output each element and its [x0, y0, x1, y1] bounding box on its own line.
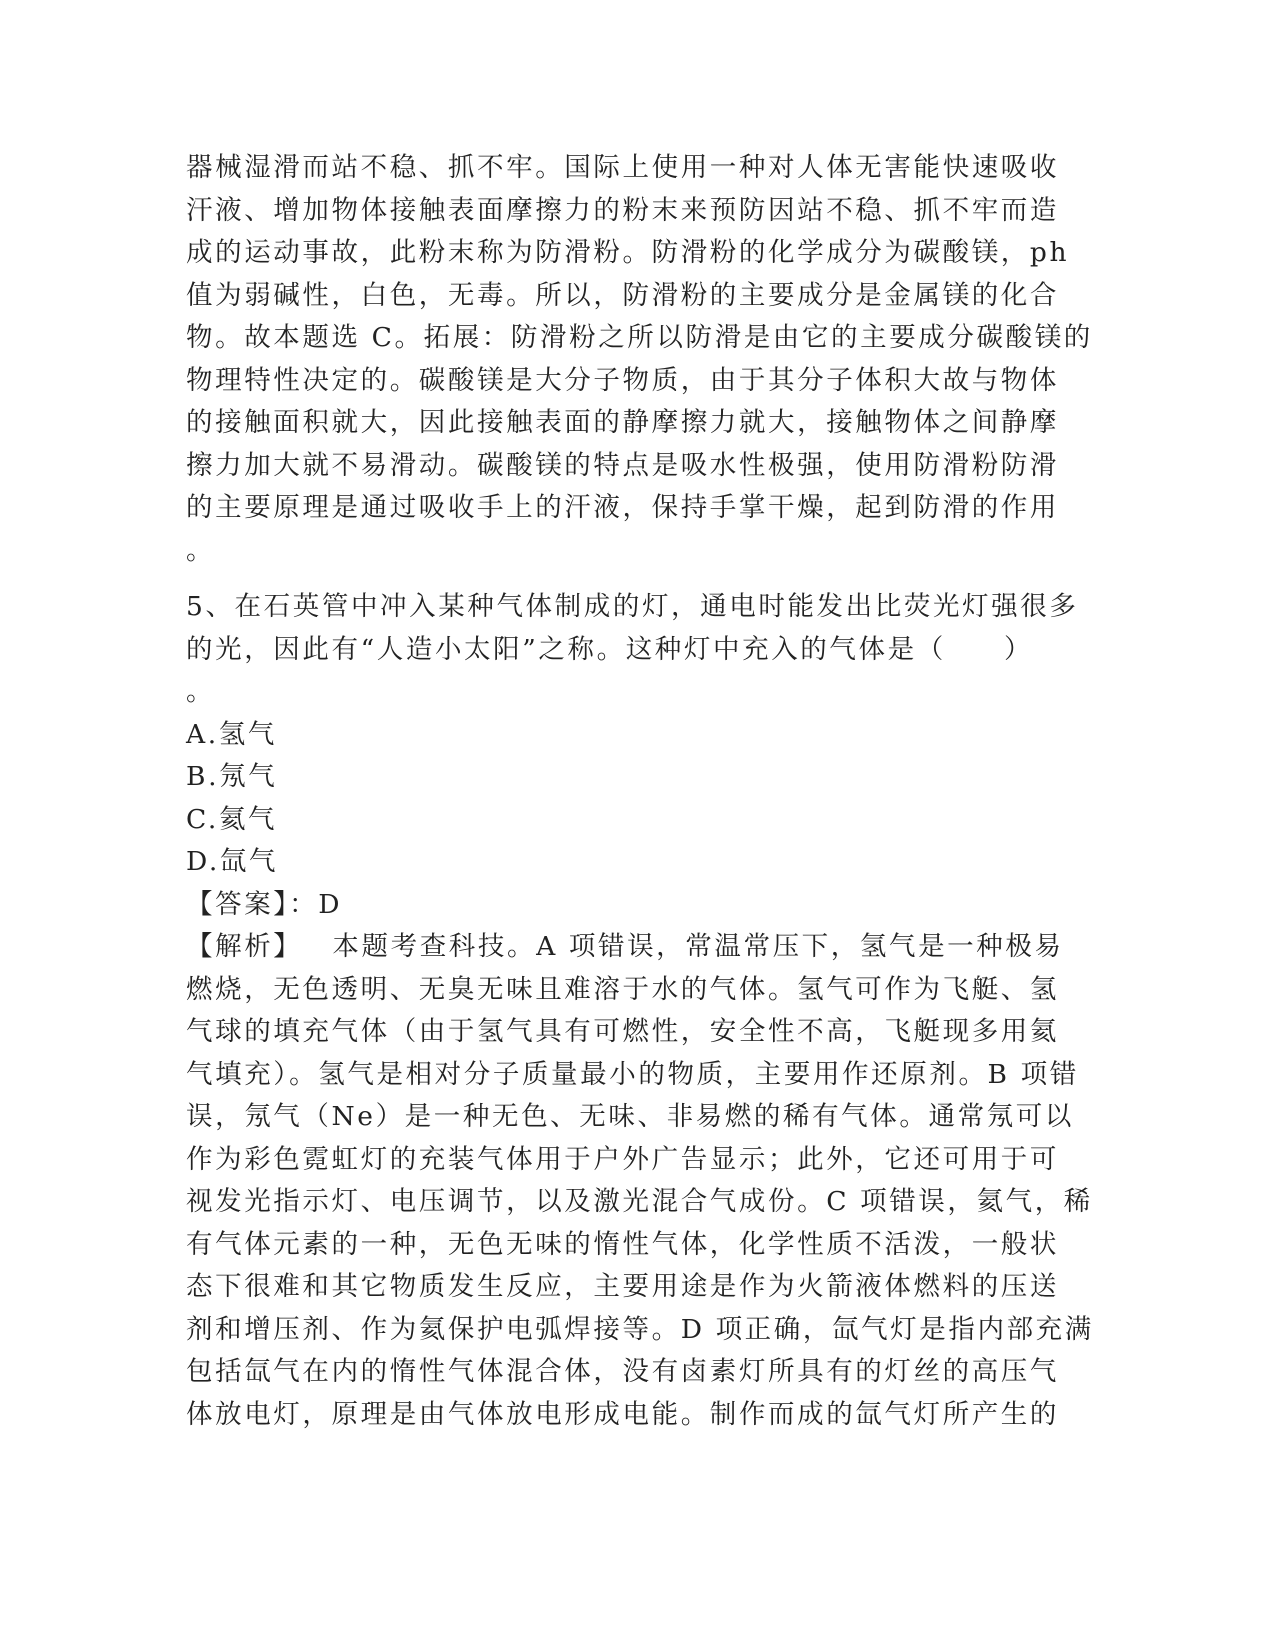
text-line: 汗液、增加物体接触表面摩擦力的粉末来预防因站不稳、抓不牢而造 — [186, 194, 1059, 226]
analysis-line: 燃烧，无色透明、无臭无味且难溶于水的气体。氢气可作为飞艇、氢 — [186, 973, 1059, 1005]
text-line: 物理特性决定的。碳酸镁是大分子物质，由于其分子体积大故与物体 — [186, 364, 1059, 396]
previous-explanation — [186, 147, 1093, 572]
text-line: 物。故本题选 C。拓展：防滑粉之所以防滑是由它的主要成分碳酸镁的 — [186, 322, 1093, 353]
analysis-line: 体放电灯，原理是由气体放电形成电能。制作而成的氙气灯所产生的 — [186, 1398, 1059, 1430]
text-line: 成的运动事故，此粉末称为防滑粉。防滑粉的化学成分为碳酸镁，ph — [186, 237, 1070, 268]
question-stem-line: 。 — [186, 676, 216, 707]
option-c: C.氦气 — [186, 803, 278, 835]
analysis-line: 视发光指示灯、电压调节，以及激光混合气成份。C 项错误，氦气，稀 — [186, 1186, 1093, 1217]
answer-line: 【答案】：D — [186, 888, 343, 920]
analysis-line: 气球的填充气体（由于氢气具有可燃性，安全性不高，飞艇现多用氦 — [186, 1016, 1059, 1047]
analysis-line: 剂和增压剂、作为氦保护电弧焊接等。D 项正确，氙气灯是指内部充满 — [186, 1313, 1094, 1345]
option-d: D.氙气 — [186, 846, 279, 877]
option-a: A.氢气 — [186, 718, 277, 750]
analysis-line: 作为彩色霓虹灯的充装气体用于户外广告显示；此外，它还可用于可 — [186, 1143, 1059, 1175]
text-line: 值为弱碱性，白色，无毒。所以，防滑粉的主要成分是金属镁的化合 — [186, 279, 1059, 311]
question-stem-line: 5、在石英管中冲入某种气体制成的灯，通电时能发出比荧光灯强很多 — [186, 591, 1079, 622]
text-line: 的接触面积就大，因此接触表面的静摩擦力就大，接触物体之间静摩 — [186, 407, 1059, 438]
question-5 — [186, 586, 1094, 1436]
paragraph-gap — [186, 572, 1076, 586]
analysis-line: 误，氖气（Ne）是一种无色、无味、非易燃的稀有气体。通常氖可以 — [186, 1101, 1074, 1132]
analysis-first-line — [186, 926, 1076, 969]
analysis-line: 态下很难和其它物质发生反应，主要用途是作为火箭液体燃料的压送 — [186, 1271, 1059, 1302]
analysis-label: 【解析】 — [186, 931, 303, 962]
analysis-line: 包括氙气在内的惰性气体混合体，没有卤素灯所具有的灯丝的高压气 — [186, 1356, 1059, 1387]
document-page — [186, 147, 1094, 1436]
option-b: B.氖气 — [186, 761, 278, 792]
analysis-line: 气填充）。氢气是相对分子质量最小的物质，主要用作还原剂。B 项错 — [186, 1058, 1079, 1090]
text-line: 的主要原理是通过吸收手上的汗液，保持手掌干燥，起到防滑的作用 — [186, 492, 1059, 523]
question-stem-line: 的光，因此有“人造小太阳”之称。这种灯中充入的气体是（ ） — [186, 633, 1034, 665]
text-line: 器械湿滑而站不稳、抓不牢。国际上使用一种对人体无害能快速吸收 — [186, 152, 1059, 183]
analysis-text: 本题考查科技。A 项错误，常温常压下，氢气是一种极易 — [332, 931, 1064, 962]
analysis-line: 有气体元素的一种，无色无味的惰性气体，化学性质不活泼，一般状 — [186, 1228, 1059, 1260]
text-line: 。 — [186, 534, 216, 566]
text-line: 擦力加大就不易滑动。碳酸镁的特点是吸水性极强，使用防滑粉防滑 — [186, 449, 1059, 481]
